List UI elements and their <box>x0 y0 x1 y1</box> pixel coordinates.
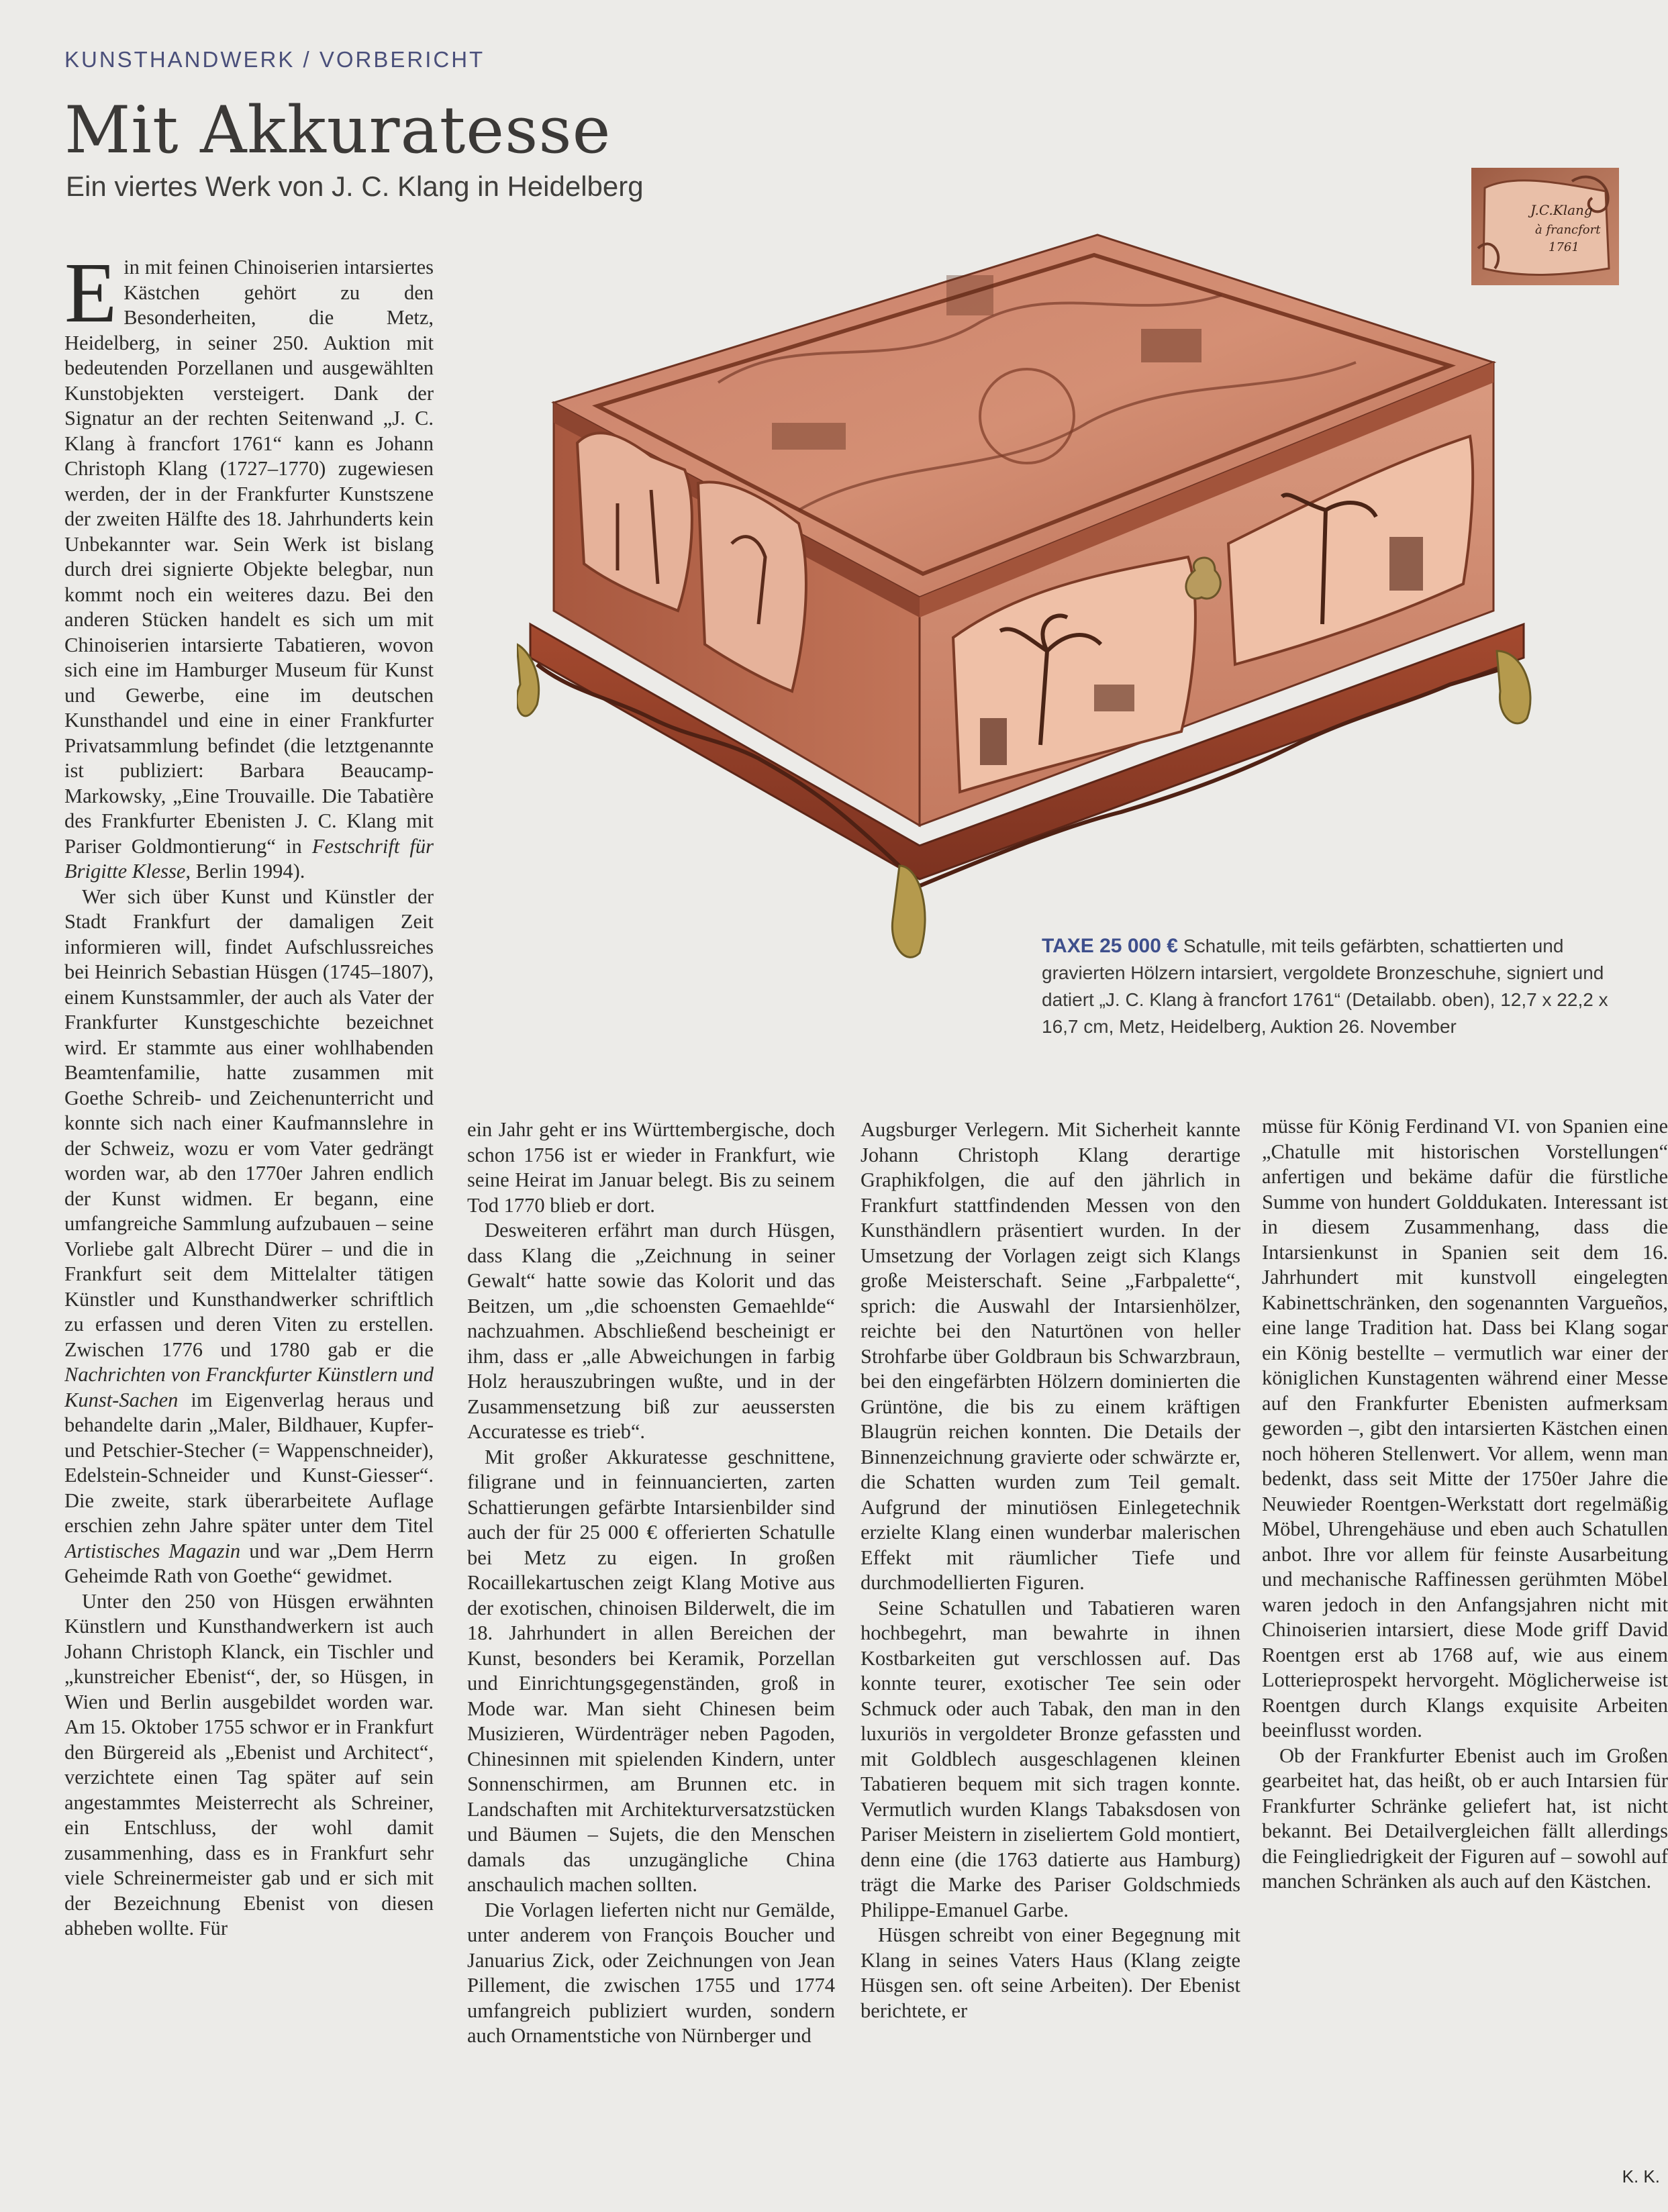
paragraph: Die Vorlagen lieferten nicht nur Gemälde, unter anderem von François Boucher und Januarius Zick, oder Zeichnungen von Jean Pillement, die zwischen 1755 und 1774 umfangreich publiziert wurden, sondern auch Ornamentstiche von Nürnberger und <box>467 1898 835 2047</box>
article-column-3 <box>861 1117 1240 2211</box>
paragraph: Ein mit feinen Chinoiserien intarsiertes Kästchen gehört zu den Besonderheiten, die Metz, Heidelberg, in seiner 250. Auktion mit bedeutenden Porzellanen und ausgewählten Kunstobjekten versteigert. Dank der Signatur an der rechten Seitenwand „J. C. Klang à francfort 1761“ kann es Johann Christoph Klang (1727–1770) zugewiesen werden, der in der Frankfurter Kunstszene der zweiten Hälfte des 18. Jahrhunderts kein Unbekannter war. Sein Werk ist bislang durch drei signierte Objekte belegbar, nun kommt noch ein weiteres dazu. Bei den anderen Stücken handelt es sich um mit Chinoiserien intarsierte Tabatieren, wovon sich eine im Hamburger Museum für Kunst und Gewerbe, eine im deutschen Kunsthandel und eine in einer Frankfurter Privatsammlung befindet (die letztgenannte ist publiziert: Barbara Beaucamp-Markowsky, „Eine Trouvaille. Die Tabatière des Frankfurter Ebenisten J. C. Klang mit Pariser Goldmontierung“ in Festschrift für Brigitte Klesse, Berlin 1994). <box>64 255 434 883</box>
casket-photo <box>517 221 1537 1013</box>
photo-caption <box>1042 933 1612 1040</box>
paragraph: Hüsgen schreibt von einer Begegnung mit Klang in seines Vaters Haus (Klang zeigte Hüsgen sen. oft seine Arbeiten). Der Ebenist berichtete, er <box>861 1923 1240 2022</box>
page-title: Mit Akkuratesse <box>64 93 611 168</box>
signature-line-2: à francfort <box>1535 223 1601 237</box>
article-column-2 <box>467 1117 835 2211</box>
author-initials: K. K. <box>1622 2166 1660 2186</box>
caption-text: Schatulle, mit teils gefärbten, schattierten und gravierten Hölzern intarsiert, vergoldete Bronzeschuhe, signiert und datiert „J. C. Klang à francfort 1761“ (Detailabb. oben), 12,7 x 22,2 x 16,7 cm, Metz, Heidelberg, Auktion 26. November <box>1042 936 1608 1037</box>
signature-line-3: 1761 <box>1549 240 1579 254</box>
caption-estimate: TAXE 25 000 € <box>1042 935 1178 957</box>
article-column-4 <box>1262 1114 1668 2168</box>
paragraph: Desweiteren erfährt man durch Hüsgen, dass Klang die „Zeichnung in seiner Gewalt“ hatte sowie das Kolorit und das Beitzen, um „die schoensten Gemaehlde“ nachzuahmen. Abschließend bescheinigt er ihm, dass er „alle Abweichungen in farbig Holz herauszubringen wußte, und in der Zusammensetzung biß zur aeussersten Accuratesse es trieb“. <box>467 1219 835 1443</box>
paragraph: Unter den 250 von Hüsgen erwähnten Künstlern und Kunsthandwerkern ist auch Johann Christoph Klanck, ein Tischler und „kunstreicher Ebenist“, der, so Hüsgen, in Wien und Berlin ausgebildet worden war. Am 15. Oktober 1755 schwor er in Frankfurt den Bürgereid als „Ebenist und Architect“, verzichtete einen Tag später auf sein angestammtes Meisterrecht als Schreiner, ein Entschluss, der wohl damit zusammenhing, dass es in Frankfurt sehr viele Schreinermeister gab und er sich mit der Bezeichnung Ebenist von diesen abheben wollte. Für <box>64 1589 434 1940</box>
paragraph: Mit großer Akkuratesse geschnittene, filigrane und in feinnuancierten, zarten Schattierungen gefärbte Intarsienbilder sind auch der für 25 000 € offerierten Schatulle bei Metz zu eigen. In großen Rocaillekartuschen zeigt Klang Motive aus der exotischen, chinoisen Bilderwelt, die im 18. Jahrhundert in allen Bereichen der Kunst, besonders bei Keramik, Porzellan und Einrichtungsgegenständen, groß in Mode war. Man sieht Chinesen beim Musizieren, Würdenträger neben Pagoden, Chinesinnen mit spielenden Kindern, unter Sonnenschirmen, am Brunnen etc. in Landschaften mit Architekturversatzstücken und Bäumen – Sujets, die den Menschen damals das unzugängliche China anschaulich machen sollten. <box>467 1445 835 1896</box>
paragraph: ein Jahr geht er ins Württembergische, doch schon 1756 ist er wieder in Frankfurt, wie seine Heirat im Januar belegt. Bis zu seinem Tod 1770 blieb er dort. <box>467 1118 835 1217</box>
paragraph: Ob der Frankfurter Ebenist auch im Großen gearbeitet hat, das heißt, ob er auch Intarsien für Frankfurter Schränke geliefert hat, ist nicht bekannt. Bei Detailvergleichen fällt allerdings die Feingliedrigkeit der Figuren auf – sowohl auf manchen Schränken als auch auf den Kästchen. <box>1262 1744 1668 1893</box>
paragraph: Seine Schatullen und Tabatieren waren hochbegehrt, man bewahrte in ihnen Kostbarkeiten gut verschlossen auf. Das konnte teurer, exotischer Tee sein oder Schmuck oder auch Tabak, den man in den luxuriös in vergoldeter Bronze gefassten und mit Goldblech ausgeschlagenen kleinen Tabatieren bequem mit sich tragen konnte. Vermutlich wurden Klangs Tabaksdosen von Pariser Meistern in ziseliertem Gold montiert, denn eine (die 1763 datierte aus Hamburg) trägt die Marke des Pariser Goldschmieds Philippe-Emanuel Garbe. <box>861 1596 1240 1921</box>
italic-title: Nachrichten von Franckfurter Künstlern und Kunst-Sachen <box>64 1363 434 1411</box>
page-subtitle: Ein viertes Werk von J. C. Klang in Heidelberg <box>66 170 644 202</box>
kicker: KUNSTHANDWERK / VORBERICHT <box>64 47 485 72</box>
italic-title: Festschrift für Brigitte Klesse <box>64 834 434 883</box>
signature-line-1: J.C.Klang <box>1530 202 1593 218</box>
article-column-1 <box>64 255 434 2211</box>
paragraph: Wer sich über Kunst und Künstler der Stadt Frankfurt der damaligen Zeit informieren will, findet Aufschlussreiches bei Heinrich Sebastian Hüsgen (1745–1807), einem Kunstsammler, der auch als Vater der Frankfurter Kunstgeschichte bezeichnet wird. Er stammte aus einer wohlhabenden Beamtenfamilie, hatte zusammen mit Goethe Schreib- und Zeichenunterricht und konnte sich nach einer Kaufmannslehre in der Schweiz, wozu er vom Vater gedrängt worden war, ab den 1770er Jahren endlich der Kunst widmen. Er begann, eine umfangreiche Sammlung aufzubauen – seine Vorliebe galt Albrecht Dürer – und die in Frankfurt seit dem Mittelalter tätigen Künstler und Kunsthandwerker schriftlich zu erfassen und deren Viten zu erstellen. Zwischen 1776 und 1780 gab er die Nachrichten von Franckfurter Künstlern und Kunst-Sachen im Eigenverlag heraus und behandelte darin „Maler, Bildhauer, Kupfer- und Petschier-Stecher (= Wappenschneider), Edelstein-Schneider und Kunst-Giesser“. Die zweite, stark überarbeitete Auflage erschien zehn Jahre später unter dem Titel Artistisches Magazin und war „Dem Herrn Geheimde Rath von Goethe“ gewidmet. <box>64 885 434 1587</box>
italic-title: Artistisches Magazin <box>64 1539 241 1562</box>
drop-cap: E <box>64 255 117 340</box>
paragraph: müsse für König Ferdinand VI. von Spanien eine „Chatulle mit historischen Vorstellungen“ anfertigen und bekäme dafür die fürstliche Summe von hundert Golddukaten. Interessant ist in diesem Zusammenhang, dass die Intarsienkunst in Spanien seit dem 16. Jahrhundert mit kunstvoll eingelegten Kabinettschränken, den sogenannten Vargueños, eine lange Tradition hat. Dass bei Klang sogar ein König bestellte – vermutlich war einer der königlichen Kunstagenten während einer Messe auf den Frankfurter Ebenisten aufmerksam geworden –, gibt den intarsierten Kästchen einen noch höheren Stellenwert. Vor allem, wenn man bedenkt, dass seit Mitte der 1750er Jahre die Neuwieder Roentgen-Werkstatt dort regelmäßig Möbel, Uhrengehäuse und eben auch Schatullen anbot. Ihre vor allem für feinste Ausarbeitung und mechanische Raffinessen gerühmten Möbel waren jedoch in den Anfangsjahren nicht mit Chinoiserien intarsiert, diese Mode griff David Roentgen erst ab 1768 auf, wie aus einem Lotterieprospekt hervorgeht. Möglicherweise ist Roentgen durch Klangs exquisite Arbeiten beeinflusst worden. <box>1262 1115 1668 1742</box>
paragraph: Augsburger Verlegern. Mit Sicherheit kannte Johann Christoph Klang derartige Graphikfolgen, die auf den jährlich in Frankfurt stattfindenden Messen von den Kunsthändlern präsentiert wurden. In der Umsetzung der Vorlagen zeigt sich Klangs große Meisterschaft. Seine „Farbpalette“, sprich: die Auswahl der Intarsienhölzer, reichte bei den Naturtönen von heller Strohfarbe über Goldbraun bis Schwarzbraun, bei den eingefärbten Hölzern dominierten die Grüntöne, die bis zu einem kräftigen Blaugrün reichen konnten. Die Details der Binnenzeichnung gravierte oder schwärzte er, die Schatten wurden zum Teil gemalt. Aufgrund der minutiösen Einlegetechnik erzielte Klang einen wunderbar malerischen Effekt mit räumlicher Tiefe und durchmodellierten Figuren. <box>861 1118 1240 1594</box>
